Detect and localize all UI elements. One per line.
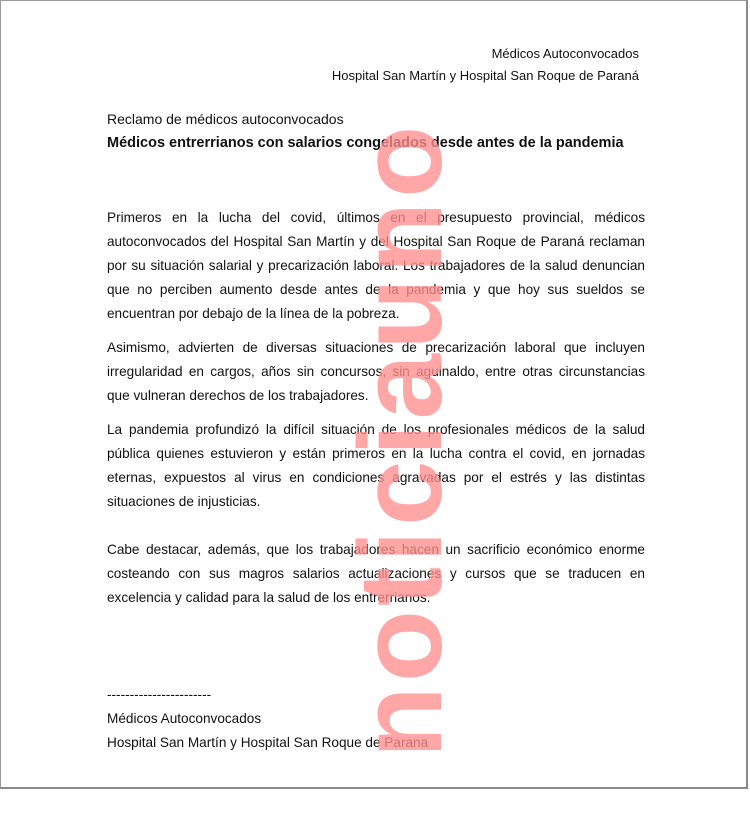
body-paragraph: Cabe destacar, además, que los trabajadores hacen un sacrificio económico enorme costeando con sus magros salarios actualizaciones y cursos que se traducen en excelencia y calidad para la salud de los entrerrianos.	[107, 542, 645, 605]
body-paragraph: Asimismo, advierten de diversas situaciones de precarización laboral que incluyen irregularidad en cargos, años sin concursos, sin aguinaldo, entre otras circunstancias que vulneran derechos de los trabajadores.	[107, 340, 645, 403]
body-paragraph: La pandemia profundizó la difícil situación de los profesionales médicos de la salud pública quienes estuvieron y están primeros en la lucha contra el covid, en jornadas eternas, expuestos al virus en condiciones agravadas por el estrés y las distintas situaciones de injusticias.	[107, 422, 645, 509]
document-subject: Reclamo de médicos autoconvocados	[107, 111, 344, 127]
signature-divider: -----------------------	[107, 687, 212, 702]
signature-sender: Médicos Autoconvocados	[107, 711, 262, 726]
body-paragraph: Primeros en la lucha del covid, últimos en el presupuesto provincial, médicos autoconvocados del Hospital San Martín y del Hospital San Roque de Paraná reclaman por su situación salarial y precarización laboral. Los trabajadores de la salud denuncian que no perciben aumento desde antes de la pandemia y que hoy sus sueldos se encuentran por debajo de la línea de la pobreza.	[107, 210, 645, 321]
signature-block	[107, 683, 428, 755]
letterhead	[332, 43, 639, 87]
signature-institution: Hospital San Martín y Hospital San Roque de Parana	[107, 735, 429, 750]
letterhead-sender: Médicos Autoconvocados	[491, 46, 639, 61]
document-body	[107, 206, 645, 620]
letterhead-institution: Hospital San Martín y Hospital San Roque de Paraná	[331, 68, 639, 83]
document-headline: Médicos entrerrianos con salarios congelados desde antes de la pandemia	[107, 135, 624, 151]
watermark: noticiauno	[335, 121, 467, 759]
